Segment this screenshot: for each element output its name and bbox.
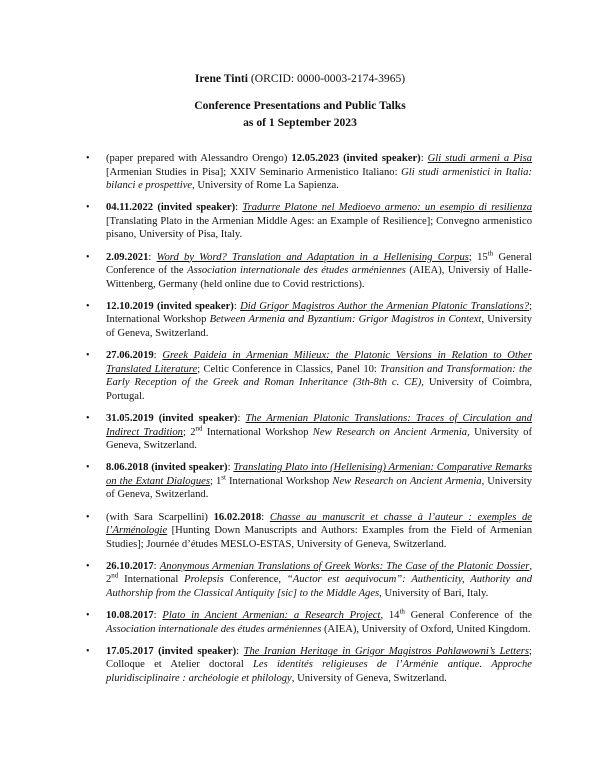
- bullet-icon: •: [86, 251, 90, 263]
- talk-date: 12.10.2019 (invited speaker): [106, 300, 234, 312]
- bullet-icon: •: [86, 511, 90, 523]
- talk-date: 04.11.2022 (invited speaker): [106, 202, 236, 214]
- author-name: Irene Tinti: [194, 72, 248, 85]
- talk-date: 17.05.2017 (invited speaker): [106, 645, 237, 657]
- talks-list: [86, 152, 532, 694]
- talk-date: 27.06.2019: [106, 350, 154, 362]
- talk-title: Plato in Ancient Armenian: a Research Project: [162, 610, 381, 622]
- bullet-icon: •: [86, 610, 90, 622]
- talk-date: 26.10.2017: [106, 560, 154, 572]
- doc-title-line2: as of 1 September 2023: [243, 116, 357, 129]
- talk-entry: • 04.11.2022 (invited speaker): Tradurre Platone nel Medioevo armeno: un esempio di resilienza [Translating Plato in the Armenian Middle Ages: an Example of Resilience]; Convegno armenistico pisano, University of Pisa, Italy.: [86, 202, 532, 241]
- orcid: (ORCID: 0000-0003-2174-3965): [250, 72, 406, 85]
- bullet-icon: •: [86, 300, 90, 312]
- document-header: [0, 70, 600, 131]
- talk-entry: • 8.06.2018 (invited speaker): Translating Plato into (Hellenising) Armenian: Comparative Remarks on the Extant Dialogues; 1st International Workshop New Research on Ancient Armenia, University of Geneva, Switzerland.: [86, 462, 533, 501]
- talk-entry: • 12.10.2019 (invited speaker): Did Grigor Magistros Author the Armenian Platonic Translations?; International Workshop Between Armenia and Byzantium: Grigor Magistros in Context, University of Geneva, Switzerland.: [86, 300, 533, 340]
- bullet-icon: •: [86, 560, 90, 572]
- talk-title: Chasse au manuscrit et chasse à l’auteur : exemples de l’Arménologie: [106, 511, 532, 537]
- doc-title-line1: Conference Presentations and Public Talks: [194, 99, 406, 112]
- talk-date: 10.08.2017: [106, 610, 154, 622]
- talk-date: 12.05.2023 (invited speaker): [291, 153, 421, 164]
- talk-entry: • 27.06.2019: Greek Paideia in Armenian Milieux: the Platonic Versions in Relation to Other Translated Literature; Celtic Conference in Classics, Panel 10: Transition and Transformation: the Early Reception of the Greek and Roman Inheritance (3th-8th c. CE), University of Coimbra, Portugal.: [86, 350, 533, 402]
- bullet-icon: •: [86, 462, 90, 474]
- talk-date: 31.05.2019 (invited speaker): [106, 413, 238, 424]
- talk-title: Tradurre Platone nel Medioevo armeno: un esempio di resilienza: [242, 202, 532, 214]
- talk-entry: • (with Sara Scarpellini) 16.02.2018: Chasse au manuscrit et chasse à l’auteur : exemples de l’Arménologie [Hunting Down Manuscripts and Authors: Examples from the Field of Armenian Studies]; Journée d’études MESLO-ESTAS, University of Geneva, Switzerland.: [86, 511, 532, 550]
- talk-title: Translating Plato into (Hellenising) Armenian: Comparative Remarks on the Extant Dialogues: [106, 462, 533, 487]
- talk-title: Gli studi armeni a Pisa: [427, 153, 533, 164]
- talk-entry: • 2.09.2021: Word by Word? Translation and Adaptation in a Hellenising Corpus; 15th General Conference of the Association internationale des études arméniennes (AIEA), Universiy of Halle-Wittenberg, Germany (held online due to Covid restrictions).: [86, 249, 532, 290]
- bullet-icon: •: [86, 645, 90, 657]
- talk-title: Word by Word? Translation and Adaptation in a Hellenising Corpus: [156, 251, 469, 263]
- talk-date: 8.06.2018 (invited speaker): [106, 462, 228, 474]
- talk-title: Anonymous Armenian Translations of Greek Works: The Case of the Platonic Dossier: [159, 560, 530, 572]
- author-line: [0, 70, 600, 87]
- bullet-icon: •: [86, 153, 90, 164]
- talk-title: Did Grigor Magistros Author the Armenian Platonic Translations?: [240, 300, 530, 312]
- bullet-icon: •: [86, 350, 90, 362]
- talk-entry: • 17.05.2017 (invited speaker): The Iranian Heritage in Grigor Magistros Pahlawowni’s Letters; Colloque et Atelier doctoral Les identités religieuses de l’Arménie antique. Approche pluridisciplinaire : archéologie et philology, University of Geneva, Switzerland.: [86, 645, 532, 684]
- talk-title: The Armenian Platonic Translations: Traces of Circulation and Indirect Tradition: [106, 413, 533, 438]
- talk-date: 16.02.2018: [213, 511, 262, 523]
- talk-entry: • 31.05.2019 (invited speaker): The Armenian Platonic Translations: Traces of Circulation and Indirect Tradition; 2nd International Workshop New Research on Ancient Armenia, University of Geneva, Switzerland.: [86, 413, 533, 452]
- talk-entry: • 10.08.2017: Plato in Ancient Armenian: a Research Project, 14th General Conference of the Association internationale des études arméniennes (AIEA), University of Oxford, United Kingdom.: [86, 607, 533, 635]
- talk-title: The Iranian Heritage in Grigor Magistros Pahlawowni’s Letters: [243, 645, 530, 657]
- talk-entry: • (paper prepared with Alessandro Orengo) 12.05.2023 (invited speaker): Gli studi armeni a Pisa [Armenian Studies in Pisa]; XXIV Seminario Armenistico Italiano: Gli studi armenistici in Italia: bilanci e prospettive, University of Rome La Sapienza.: [86, 153, 533, 192]
- talk-date: 2.09.2021: [106, 251, 149, 263]
- talk-entry: • 26.10.2017: Anonymous Armenian Translations of Greek Works: The Case of the Platonic Dossier, 2nd International Prolepsis Conference, “Auctor est aequivocum”: Authenticity, Authority and Authorship from the Classical Antiquity [sic] to the Middle Ages, University of Bari, Italy.: [86, 560, 533, 600]
- bullet-icon: •: [86, 202, 90, 214]
- bullet-icon: •: [86, 413, 90, 424]
- talk-title: Greek Paideia in Armenian Milieux: the Platonic Versions in Relation to Other Translated Literature: [106, 350, 533, 375]
